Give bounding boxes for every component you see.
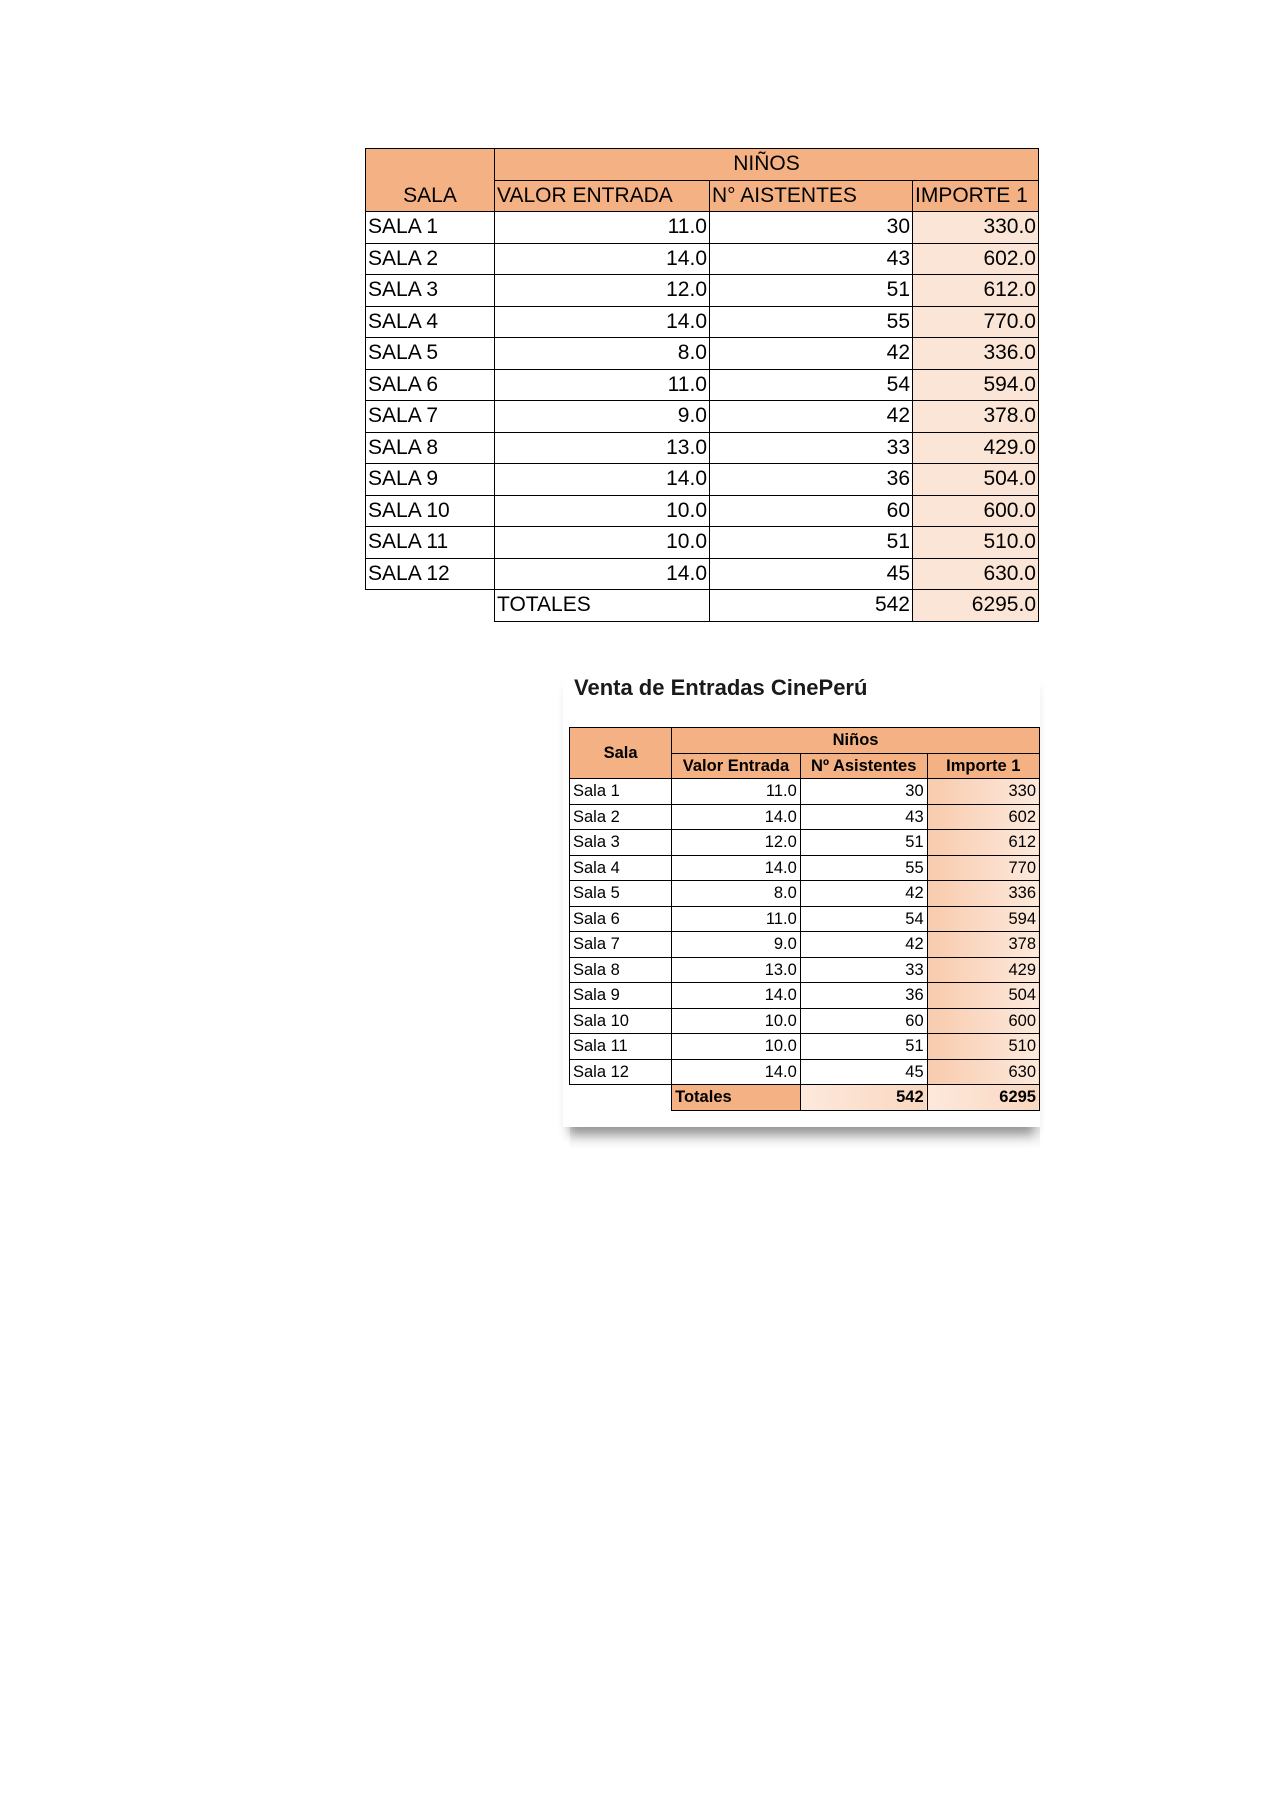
cell-asistentes[interactable]: 51 <box>710 527 913 559</box>
cell-empty[interactable] <box>366 590 495 622</box>
header-ninos-group[interactable]: NIÑOS <box>495 149 1039 181</box>
cell-importe[interactable]: 504.0 <box>913 464 1039 496</box>
cell-importe[interactable]: 600.0 <box>913 495 1039 527</box>
cell-sala[interactable]: SALA 4 <box>366 306 495 338</box>
picture-cell-asistentes: 55 <box>800 855 927 881</box>
picture-cell-sala: Sala 3 <box>570 830 672 856</box>
picture-cell-asistentes: 30 <box>800 779 927 805</box>
cell-importe[interactable]: 630.0 <box>913 558 1039 590</box>
picture-cell-valor-entrada: 11.0 <box>672 779 801 805</box>
picture-cell-sala: Sala 2 <box>570 804 672 830</box>
picture-cell-sala: Sala 5 <box>570 881 672 907</box>
cell-sala[interactable]: SALA 3 <box>366 275 495 307</box>
cell-valor-entrada[interactable]: 14.0 <box>495 464 710 496</box>
picture-cell-sala: Sala 8 <box>570 957 672 983</box>
picture-cell-valor-entrada: 9.0 <box>672 932 801 958</box>
cinema-sales-table <box>365 148 1039 622</box>
picture-table-row <box>570 1034 1040 1060</box>
header-valor-entrada[interactable]: VALOR ENTRADA <box>495 180 710 212</box>
cell-valor-entrada[interactable]: 14.0 <box>495 306 710 338</box>
header-asistentes[interactable]: N° AISTENTES <box>710 180 913 212</box>
totals-row <box>366 590 1039 622</box>
picture-table-row <box>570 779 1040 805</box>
picture-totals-asistentes: 542 <box>800 1085 927 1111</box>
totals-asistentes[interactable]: 542 <box>710 590 913 622</box>
picture-cell-importe: 594 <box>927 906 1039 932</box>
picture-cell-asistentes: 54 <box>800 906 927 932</box>
picture-cell-asistentes: 33 <box>800 957 927 983</box>
picture-header-sala: Sala <box>570 728 672 779</box>
cell-sala[interactable]: SALA 9 <box>366 464 495 496</box>
cell-valor-entrada[interactable]: 8.0 <box>495 338 710 370</box>
cell-asistentes[interactable]: 51 <box>710 275 913 307</box>
picture-cell-importe: 602 <box>927 804 1039 830</box>
table-row <box>366 212 1039 244</box>
picture-table <box>569 727 1040 1111</box>
cell-valor-entrada[interactable]: 13.0 <box>495 432 710 464</box>
cell-sala[interactable]: SALA 12 <box>366 558 495 590</box>
embedded-table-picture[interactable] <box>563 667 1040 1127</box>
cell-asistentes[interactable]: 60 <box>710 495 913 527</box>
picture-cell-valor-entrada: 8.0 <box>672 881 801 907</box>
picture-table-row <box>570 855 1040 881</box>
cell-importe[interactable]: 770.0 <box>913 306 1039 338</box>
cell-valor-entrada[interactable]: 10.0 <box>495 495 710 527</box>
cell-asistentes[interactable]: 42 <box>710 338 913 370</box>
picture-cell-importe: 630 <box>927 1059 1039 1085</box>
picture-table-row <box>570 932 1040 958</box>
picture-cell-valor-entrada: 10.0 <box>672 1008 801 1034</box>
picture-cell-asistentes: 36 <box>800 983 927 1009</box>
cell-valor-entrada[interactable]: 14.0 <box>495 558 710 590</box>
cell-sala[interactable]: SALA 8 <box>366 432 495 464</box>
picture-table-row <box>570 1008 1040 1034</box>
cell-asistentes[interactable]: 30 <box>710 212 913 244</box>
picture-cell-valor-entrada: 14.0 <box>672 1059 801 1085</box>
cell-valor-entrada[interactable]: 14.0 <box>495 243 710 275</box>
picture-cell-asistentes: 43 <box>800 804 927 830</box>
table-row <box>366 432 1039 464</box>
cell-asistentes[interactable]: 43 <box>710 243 913 275</box>
picture-cell-sala: Sala 6 <box>570 906 672 932</box>
picture-cell-importe: 378 <box>927 932 1039 958</box>
picture-table-row <box>570 804 1040 830</box>
table-row <box>366 527 1039 559</box>
picture-cell-valor-entrada: 14.0 <box>672 983 801 1009</box>
cell-importe[interactable]: 336.0 <box>913 338 1039 370</box>
table-row <box>366 558 1039 590</box>
table-row <box>366 306 1039 338</box>
picture-cell-asistentes: 60 <box>800 1008 927 1034</box>
cell-importe[interactable]: 594.0 <box>913 369 1039 401</box>
picture-cell-sala: Sala 9 <box>570 983 672 1009</box>
table-row <box>366 243 1039 275</box>
picture-cell-sala: Sala 12 <box>570 1059 672 1085</box>
table-row <box>366 464 1039 496</box>
picture-cell-sala: Sala 7 <box>570 932 672 958</box>
cell-sala[interactable]: SALA 7 <box>366 401 495 433</box>
picture-cell-asistentes: 45 <box>800 1059 927 1085</box>
picture-header-row-group <box>570 728 1040 754</box>
picture-cell-importe: 770 <box>927 855 1039 881</box>
picture-table-row <box>570 1059 1040 1085</box>
cell-valor-entrada[interactable]: 10.0 <box>495 527 710 559</box>
picture-cell-asistentes: 42 <box>800 932 927 958</box>
cell-valor-entrada[interactable]: 12.0 <box>495 275 710 307</box>
header-sala[interactable]: SALA <box>366 149 495 212</box>
picture-cell-sala: Sala 11 <box>570 1034 672 1060</box>
cell-sala[interactable]: SALA 1 <box>366 212 495 244</box>
picture-cell-sala: Sala 1 <box>570 779 672 805</box>
picture-cell-valor-entrada: 14.0 <box>672 855 801 881</box>
cell-asistentes[interactable]: 55 <box>710 306 913 338</box>
cell-importe[interactable]: 510.0 <box>913 527 1039 559</box>
cell-sala[interactable]: SALA 6 <box>366 369 495 401</box>
table-row <box>366 401 1039 433</box>
cell-importe[interactable]: 429.0 <box>913 432 1039 464</box>
cell-importe[interactable]: 602.0 <box>913 243 1039 275</box>
cell-sala[interactable]: SALA 10 <box>366 495 495 527</box>
picture-totals-label: Totales <box>672 1085 801 1111</box>
picture-header-valor-entrada: Valor Entrada <box>672 753 801 779</box>
totals-label[interactable]: TOTALES <box>495 590 710 622</box>
cell-asistentes[interactable]: 45 <box>710 558 913 590</box>
cell-asistentes[interactable]: 54 <box>710 369 913 401</box>
cell-valor-entrada[interactable]: 9.0 <box>495 401 710 433</box>
picture-header-importe: Importe 1 <box>927 753 1039 779</box>
cell-importe[interactable]: 330.0 <box>913 212 1039 244</box>
cell-asistentes[interactable]: 36 <box>710 464 913 496</box>
cell-asistentes[interactable]: 33 <box>710 432 913 464</box>
cell-sala[interactable]: SALA 2 <box>366 243 495 275</box>
picture-table-row <box>570 881 1040 907</box>
picture-totals-importe: 6295 <box>927 1085 1039 1111</box>
picture-cell-valor-entrada: 10.0 <box>672 1034 801 1060</box>
picture-cell-importe: 504 <box>927 983 1039 1009</box>
picture-cell-valor-entrada: 11.0 <box>672 906 801 932</box>
picture-header-ninos-group: Niños <box>672 728 1040 754</box>
picture-totals-row <box>570 1085 1040 1111</box>
picture-cell-asistentes: 51 <box>800 1034 927 1060</box>
cell-sala[interactable]: SALA 11 <box>366 527 495 559</box>
header-importe[interactable]: IMPORTE 1 <box>913 180 1039 212</box>
picture-table-row <box>570 906 1040 932</box>
cell-asistentes[interactable]: 42 <box>710 401 913 433</box>
picture-cell-empty <box>570 1085 672 1111</box>
picture-cell-importe: 336 <box>927 881 1039 907</box>
table-row <box>366 275 1039 307</box>
picture-cell-importe: 510 <box>927 1034 1039 1060</box>
header-row-group <box>366 149 1039 181</box>
cell-valor-entrada[interactable]: 11.0 <box>495 212 710 244</box>
cell-importe[interactable]: 612.0 <box>913 275 1039 307</box>
picture-title: Venta de Entradas CinePerú <box>574 675 868 700</box>
totals-importe[interactable]: 6295.0 <box>913 590 1039 622</box>
picture-table-row <box>570 830 1040 856</box>
cell-valor-entrada[interactable]: 11.0 <box>495 369 710 401</box>
picture-cell-asistentes: 42 <box>800 881 927 907</box>
table-row <box>366 338 1039 370</box>
picture-cell-sala: Sala 4 <box>570 855 672 881</box>
cell-importe[interactable]: 378.0 <box>913 401 1039 433</box>
picture-header-asistentes: Nº Asistentes <box>800 753 927 779</box>
picture-table-row <box>570 957 1040 983</box>
picture-cell-importe: 612 <box>927 830 1039 856</box>
table-row <box>366 369 1039 401</box>
picture-cell-valor-entrada: 12.0 <box>672 830 801 856</box>
table-row <box>366 495 1039 527</box>
picture-cell-importe: 330 <box>927 779 1039 805</box>
picture-cell-sala: Sala 10 <box>570 1008 672 1034</box>
picture-cell-valor-entrada: 14.0 <box>672 804 801 830</box>
picture-cell-importe: 429 <box>927 957 1039 983</box>
picture-cell-valor-entrada: 13.0 <box>672 957 801 983</box>
picture-cell-importe: 600 <box>927 1008 1039 1034</box>
picture-cell-asistentes: 51 <box>800 830 927 856</box>
cell-sala[interactable]: SALA 5 <box>366 338 495 370</box>
picture-table-row <box>570 983 1040 1009</box>
